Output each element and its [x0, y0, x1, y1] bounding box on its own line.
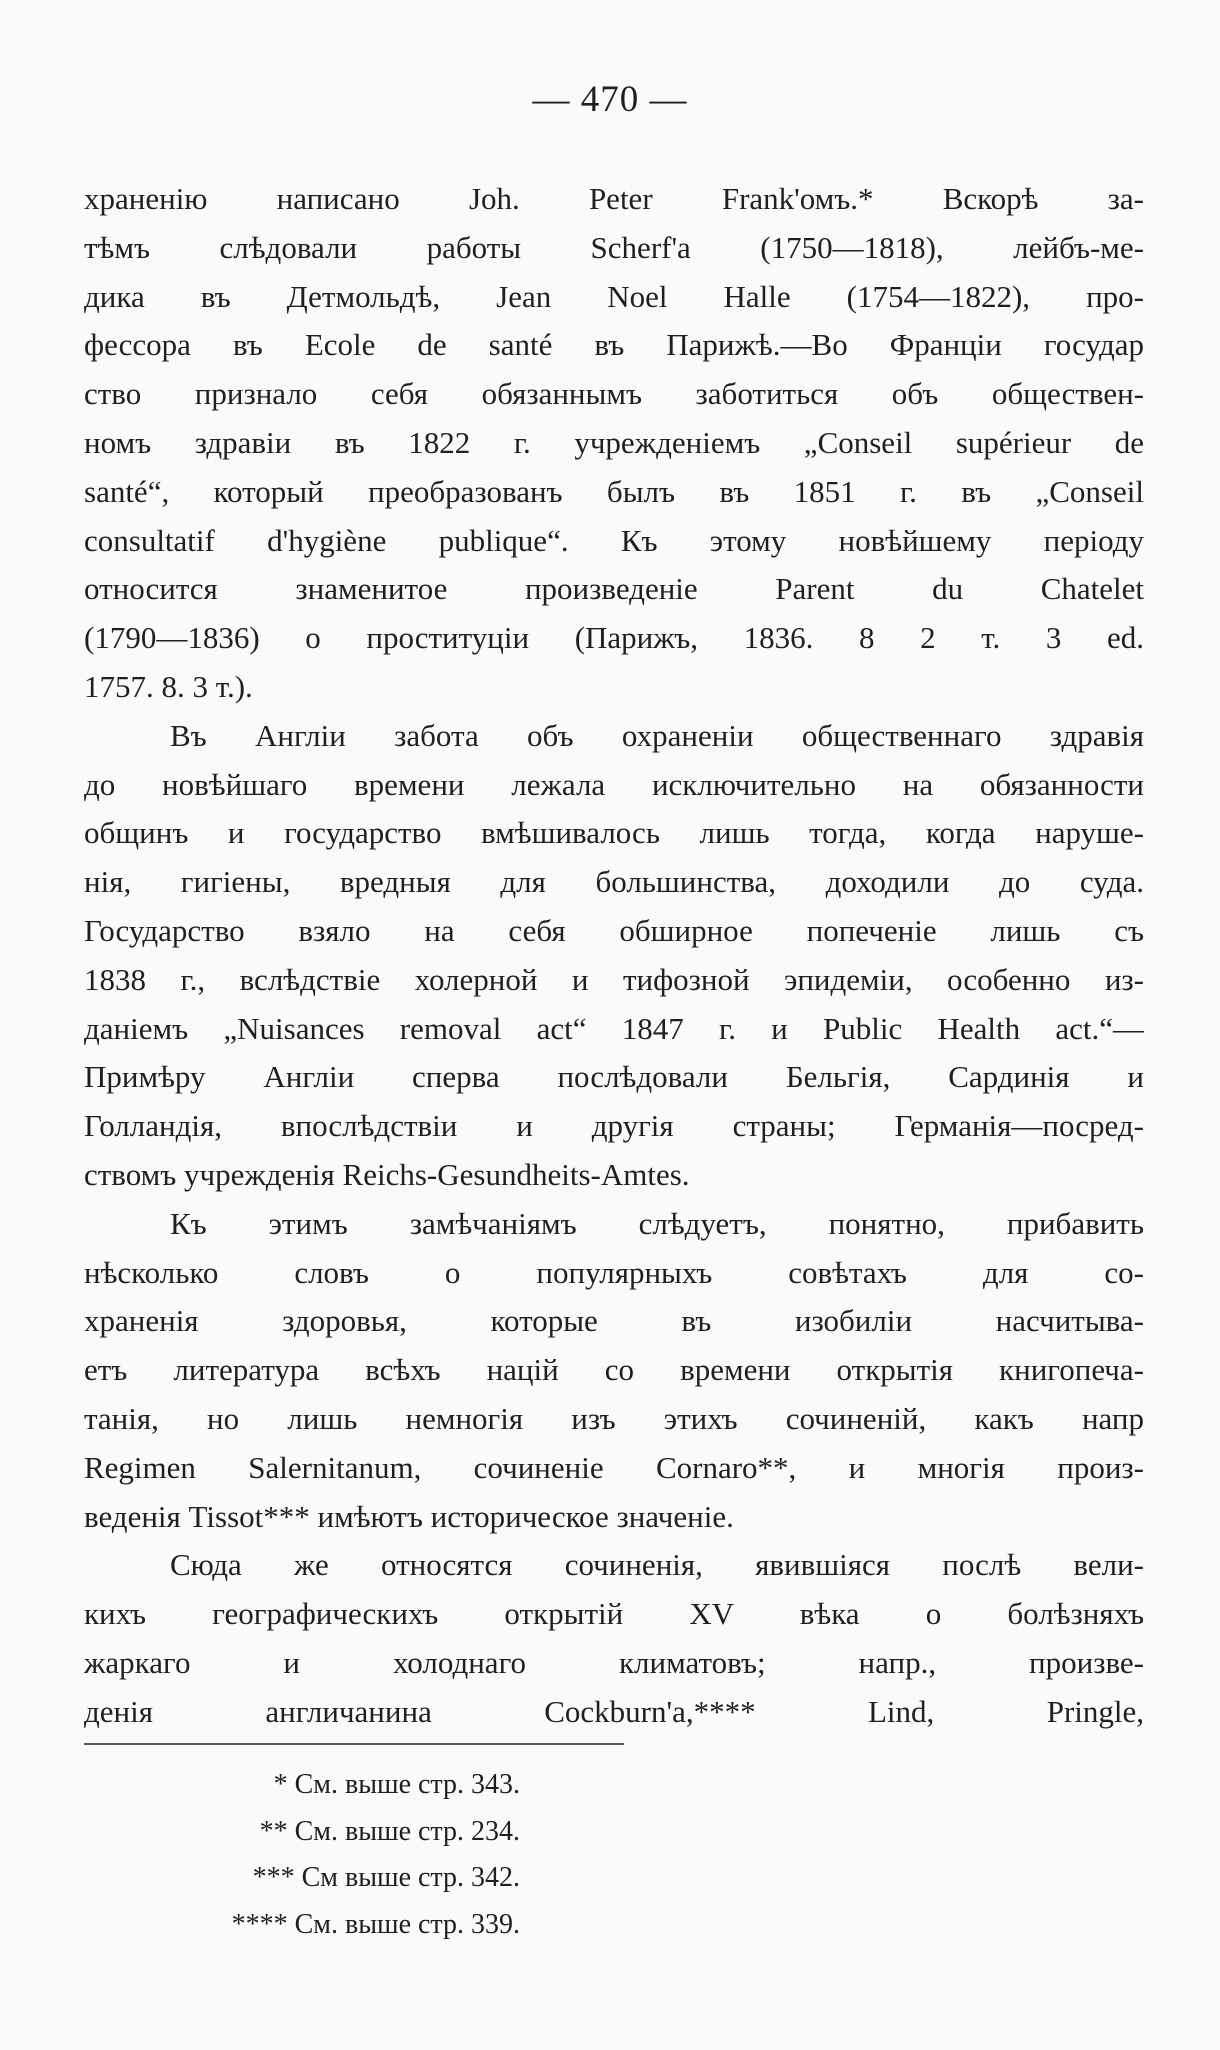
footnotes — [0, 1762, 520, 1948]
text-line: Къ этимъ замѣчаніямъ слѣдуетъ, понятно, прибавить — [170, 1205, 1144, 1241]
text-line: храненія здоровья, которые въ изобиліи насчитыва- — [84, 1303, 1144, 1339]
paragraph-4 — [84, 1541, 1144, 1736]
text-line: (1790—1836) о проституціи (Парижъ, 1836. 8 2 т. 3 ed. — [84, 620, 1144, 656]
footnote: ** См. выше стр. 234. — [259, 1815, 520, 1847]
footnote: *** См выше стр. 342. — [252, 1862, 520, 1893]
text-line: дика въ Детмольдѣ, Jean Noel Halle (1754—1822), про- — [84, 278, 1144, 314]
text-line: денія англичанина Cockburn'a,**** Lind, Pringle, — [84, 1693, 1144, 1729]
text-line: santé“, который преобразованъ былъ въ 1851 г. въ „Conseil — [84, 473, 1144, 509]
text-line: 1757. 8. 3 т.). — [84, 668, 253, 704]
text-line: Государство взяло на себя обширное попеченіе лишь съ — [84, 912, 1144, 948]
text-line: до новѣйшаго времени лежала исключительно на обязанности — [84, 766, 1144, 802]
text-line: танія, но лишь немногія изъ этихъ сочиненій, какъ напр — [84, 1400, 1144, 1436]
footnote: * См. выше стр. 343. — [273, 1769, 520, 1800]
text-line: Голландія, впослѣдствіи и другія страны; Германія—посред- — [84, 1108, 1144, 1144]
footnote-divider — [84, 1743, 624, 1745]
text-line: кихъ географическихъ открытій XV вѣка о болѣзняхъ — [84, 1596, 1144, 1632]
text-line: Сюда же относятся сочиненія, явившіяся послѣ вели- — [170, 1547, 1144, 1583]
text-line: веденія Tissot*** имѣютъ историческое значеніе. — [84, 1498, 734, 1534]
paragraph-2 — [84, 712, 1144, 1200]
footnote: **** См. выше стр. 339. — [231, 1908, 520, 1940]
text-line: ство признало себя обязаннымъ заботиться объ обществен- — [84, 376, 1144, 412]
text-line: тѣмъ слѣдовали работы Scherf'a (1750—1818), лейбъ-ме- — [84, 229, 1144, 265]
text-line: храненію написано Joh. Peter Frank'омъ.* Вскорѣ за- — [84, 181, 1144, 216]
page-number: — 470 — — [532, 79, 688, 120]
text-line: етъ литература всѣхъ націй со времени открытія книгопеча- — [84, 1352, 1144, 1388]
text-line: Въ Англіи забота объ охраненіи общественнаго здравія — [170, 717, 1144, 753]
text-line: жаркаго и холоднаго климатовъ; напр., произве- — [84, 1644, 1144, 1680]
text-line: ствомъ учрежденія Reichs-Gesundheits-Amtes. — [84, 1156, 690, 1192]
text-line: Примѣру Англіи сперва послѣдовали Бельгія, Сардинія и — [84, 1059, 1144, 1095]
text-line: consultatif d'hygiène publique“. Къ этому новѣйшему періоду — [84, 522, 1144, 558]
body-text — [84, 175, 1144, 1737]
text-line: номъ здравіи въ 1822 г. учрежденіемъ „Conseil supérieur de — [84, 424, 1144, 460]
text-line: относится знаменитое произведеніе Parent du Chatelet — [84, 571, 1144, 607]
paragraph-1 — [84, 175, 1144, 712]
text-line: Regimen Salernitanum, сочиненіе Cornaro**, и многія произ- — [84, 1449, 1144, 1485]
text-line: фессора въ Ecole de santé въ Парижѣ.—Во Франціи государ — [84, 327, 1144, 363]
text-line: общинъ и государство вмѣшивалось лишь тогда, когда наруше- — [84, 815, 1144, 851]
text-line: даніемъ „Nuisances removal act“ 1847 г. и Public Health act.“— — [84, 1010, 1144, 1046]
text-line: нія, гигіены, вредныя для большинства, доходили до суда. — [84, 864, 1144, 900]
paragraph-3 — [84, 1200, 1144, 1542]
text-line: 1838 г., вслѣдствіе холерной и тифозной эпидеміи, особенно из- — [84, 961, 1144, 997]
text-line: нѣсколько словъ о популярныхъ совѣтахъ для со- — [84, 1254, 1144, 1290]
